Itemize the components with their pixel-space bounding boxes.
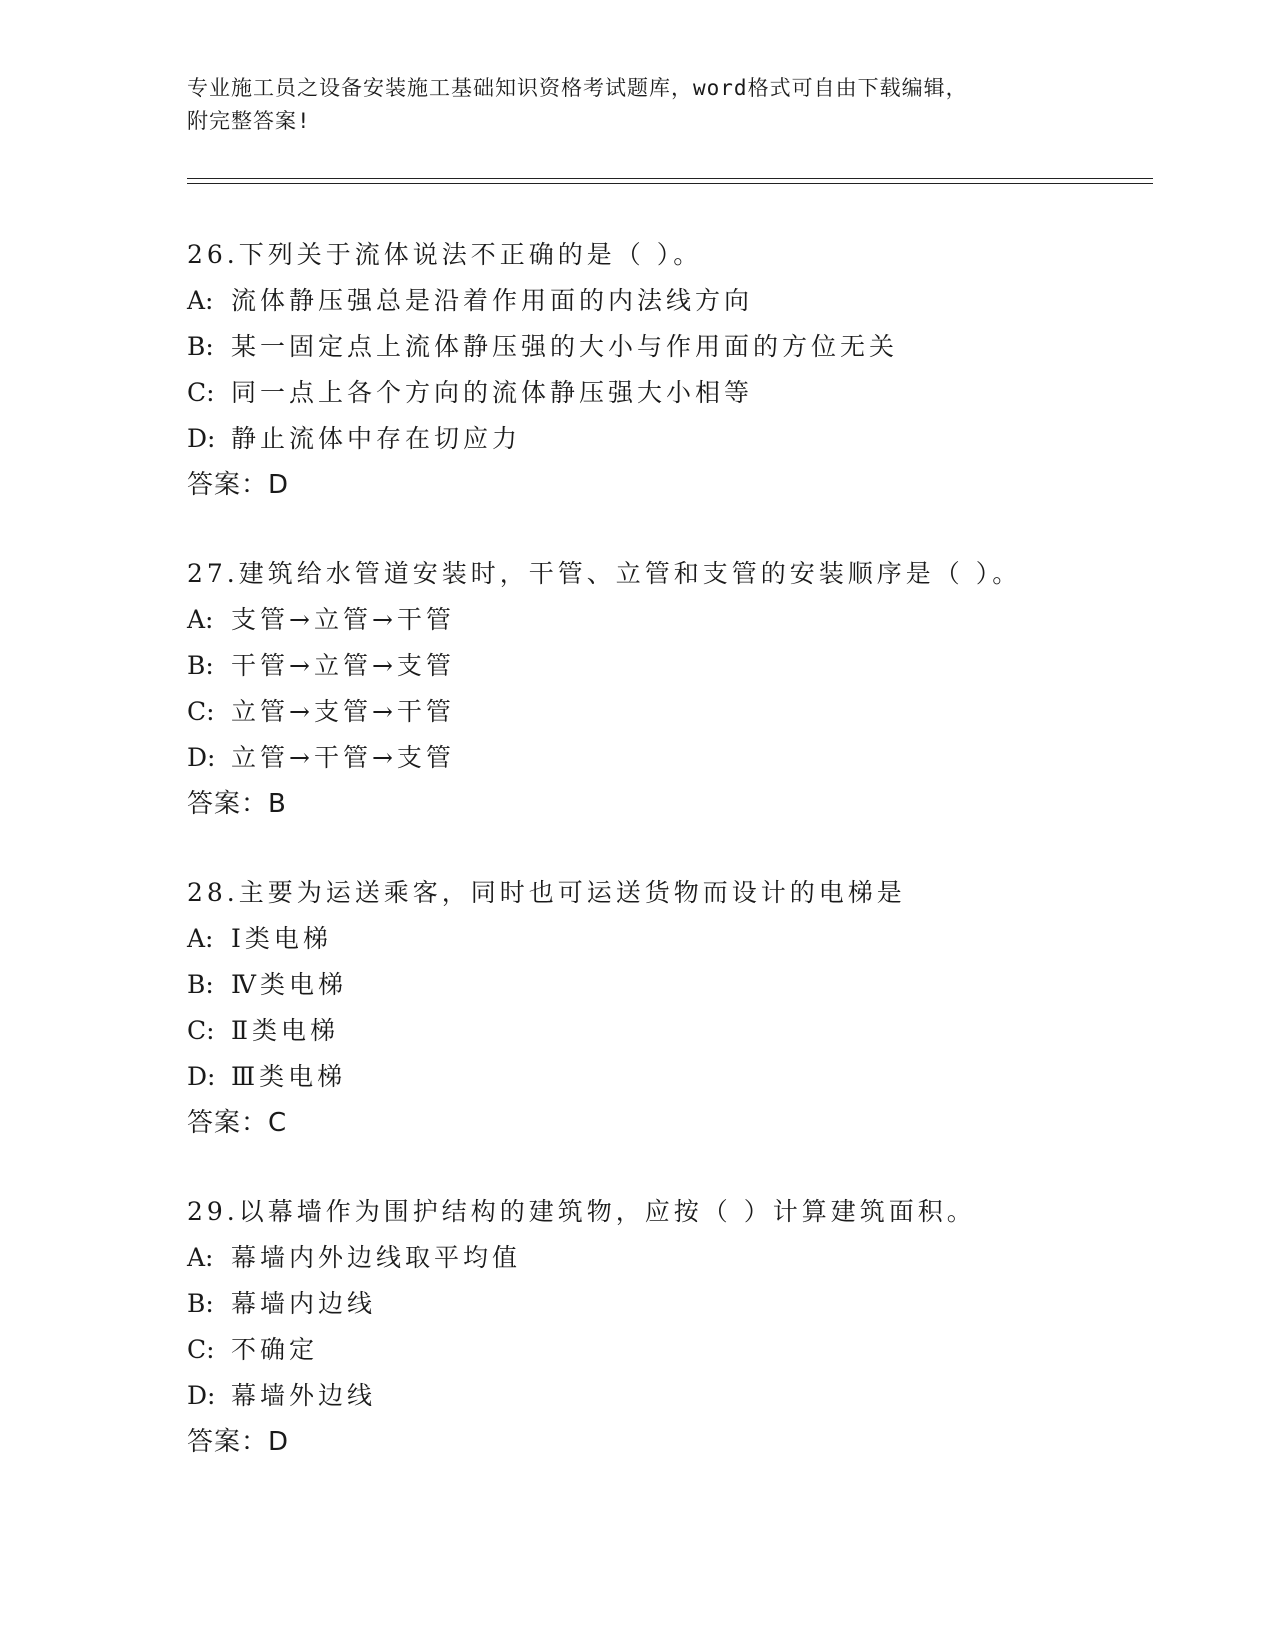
question-28: [187, 870, 1147, 1146]
option-b: [187, 962, 1147, 1008]
question-stem: 27.建筑给水管道安装时，干管、立管和支管的安装顺序是（ ）。: [187, 559, 1022, 588]
option-b: [187, 643, 1147, 689]
option-b: [187, 324, 1147, 370]
option-text: 支管→立管→干管: [231, 605, 455, 634]
question-27: [187, 551, 1147, 827]
document-header: [187, 72, 1087, 138]
option-label: B:: [187, 1289, 214, 1318]
option-text: 立管→干管→支管: [231, 743, 455, 772]
answer: 答案：D: [187, 1427, 290, 1457]
header-divider-top: [187, 178, 1153, 179]
option-text: 干管→立管→支管: [231, 651, 455, 680]
option-text: 幕墙外边线: [231, 1381, 377, 1410]
option-c: [187, 689, 1147, 735]
question-stem: 29.以幕墙作为围护结构的建筑物，应按（ ）计算建筑面积。: [187, 1197, 976, 1226]
option-label: B:: [187, 332, 214, 361]
option-text: Ⅲ类电梯: [231, 1062, 347, 1091]
option-label: A:: [187, 924, 214, 953]
option-label: D:: [187, 1381, 216, 1410]
option-c: [187, 1327, 1147, 1373]
option-label: B:: [187, 651, 214, 680]
option-a: [187, 916, 1147, 962]
option-label: A:: [187, 1243, 214, 1272]
answer: 答案：D: [187, 470, 290, 500]
option-text: Ⅱ类电梯: [231, 1016, 339, 1045]
option-label: A:: [187, 605, 214, 634]
option-label: D:: [187, 424, 216, 453]
option-a: [187, 1235, 1147, 1281]
header-divider-bottom: [187, 183, 1153, 184]
option-d: [187, 1054, 1147, 1100]
option-label: D:: [187, 1062, 216, 1091]
option-label: D:: [187, 743, 216, 772]
question-29: [187, 1189, 1147, 1465]
option-c: [187, 370, 1147, 416]
option-text: Ⅰ类电梯: [231, 924, 332, 953]
option-label: C:: [187, 378, 215, 407]
option-label: A:: [187, 286, 214, 315]
option-text: Ⅳ类电梯: [231, 970, 347, 999]
option-text: 同一点上各个方向的流体静压强大小相等: [231, 378, 754, 407]
answer: 答案：B: [187, 789, 287, 819]
question-stem: 26.下列关于流体说法不正确的是（ ）。: [187, 240, 703, 269]
option-a: [187, 278, 1147, 324]
option-text: 幕墙内外边线取平均值: [231, 1243, 522, 1272]
question-26: [187, 232, 1147, 508]
header-line-2: 附完整答案!: [187, 109, 311, 133]
option-text: 幕墙内边线: [231, 1289, 377, 1318]
option-text: 某一固定点上流体静压强的大小与作用面的方位无关: [231, 332, 899, 361]
option-d: [187, 416, 1147, 462]
option-text: 流体静压强总是沿着作用面的内法线方向: [231, 286, 754, 315]
option-c: [187, 1008, 1147, 1054]
option-text: 不确定: [231, 1335, 319, 1364]
option-b: [187, 1281, 1147, 1327]
option-label: C:: [187, 1335, 215, 1364]
answer: 答案：C: [187, 1108, 288, 1138]
option-a: [187, 597, 1147, 643]
option-label: C:: [187, 697, 215, 726]
option-text: 立管→支管→干管: [231, 697, 455, 726]
option-label: B:: [187, 970, 214, 999]
option-d: [187, 1373, 1147, 1419]
header-line-1: 专业施工员之设备安装施工基础知识资格考试题库，word格式可自由下载编辑，: [187, 76, 968, 100]
option-text: 静止流体中存在切应力: [231, 424, 522, 453]
option-label: C:: [187, 1016, 215, 1045]
question-stem: 28.主要为运送乘客，同时也可运送货物而设计的电梯是: [187, 878, 906, 907]
option-d: [187, 735, 1147, 781]
